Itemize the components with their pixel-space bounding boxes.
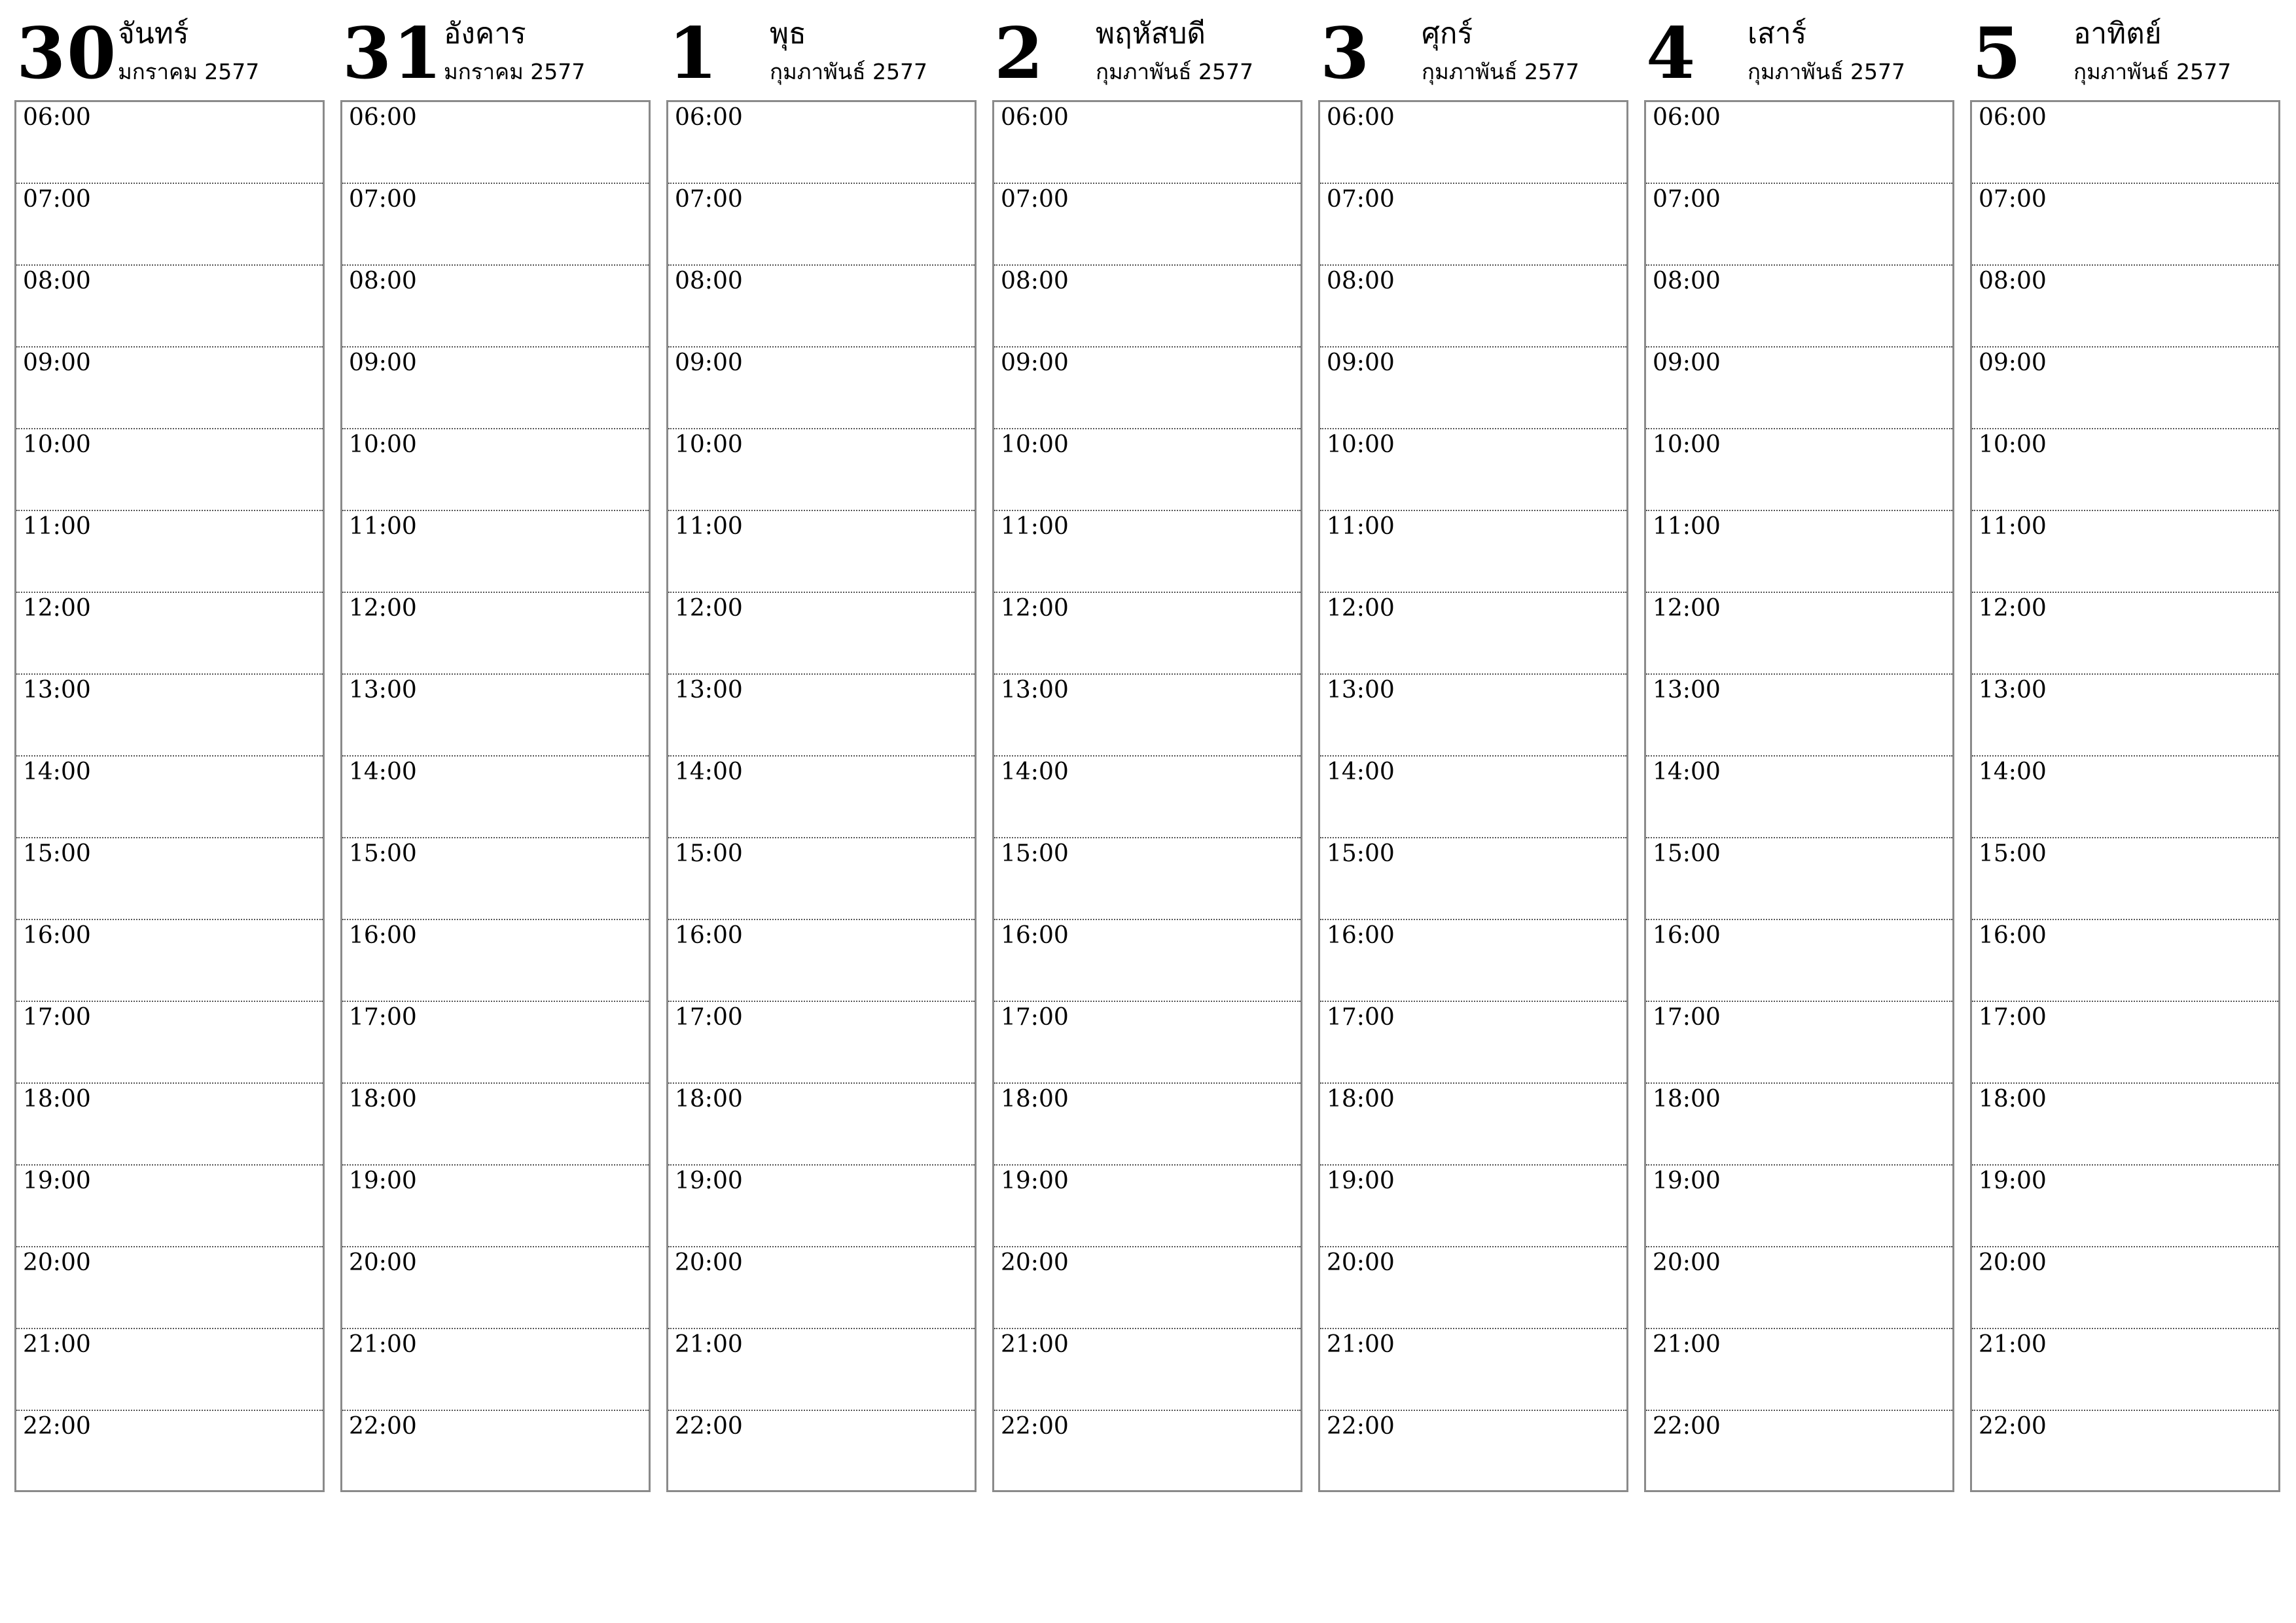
month-year-label: มกราคม 2577 bbox=[444, 59, 586, 84]
time-label: 22:00 bbox=[1327, 1413, 1395, 1440]
time-slot[interactable] bbox=[1646, 1247, 1952, 1329]
time-label: 15:00 bbox=[1979, 840, 2047, 867]
weekday-name: เสาร์ bbox=[1748, 17, 1807, 50]
time-slot[interactable] bbox=[994, 1002, 1300, 1084]
weekday-name: พุธ bbox=[770, 17, 806, 50]
time-label: 10:00 bbox=[1979, 431, 2047, 458]
day-column bbox=[339, 12, 653, 1440]
time-label: 08:00 bbox=[1979, 268, 2047, 294]
time-label: 07:00 bbox=[23, 186, 91, 213]
time-label: 16:00 bbox=[23, 922, 91, 949]
month-year-label: กุมภาพันธ์ 2577 bbox=[770, 59, 927, 84]
weekday-name: ศุกร์ bbox=[1422, 17, 1473, 50]
time-slot[interactable] bbox=[16, 920, 323, 1002]
time-slot[interactable] bbox=[1646, 266, 1952, 348]
time-slot[interactable] bbox=[16, 1166, 323, 1247]
time-label: 06:00 bbox=[1327, 104, 1395, 131]
time-label: 12:00 bbox=[675, 595, 743, 622]
weekday-name: อาทิตย์ bbox=[2073, 17, 2162, 50]
time-slot[interactable] bbox=[342, 757, 649, 838]
time-label: 21:00 bbox=[349, 1331, 417, 1358]
time-slot[interactable] bbox=[16, 675, 323, 757]
time-slot[interactable] bbox=[1646, 675, 1952, 757]
time-slot[interactable] bbox=[16, 348, 323, 429]
time-slot[interactable] bbox=[1646, 920, 1952, 1002]
time-slot[interactable] bbox=[668, 102, 975, 184]
time-slot[interactable] bbox=[1972, 1329, 2278, 1411]
time-slot[interactable] bbox=[16, 1002, 323, 1084]
time-label: 14:00 bbox=[1001, 758, 1069, 785]
time-label: 20:00 bbox=[1653, 1249, 1721, 1276]
time-slot[interactable] bbox=[1320, 1084, 1626, 1166]
time-label: 11:00 bbox=[1001, 513, 1069, 540]
time-slot[interactable] bbox=[1972, 429, 2278, 511]
weekday-name: จันทร์ bbox=[118, 17, 189, 50]
time-slot[interactable] bbox=[1646, 1166, 1952, 1247]
time-label: 18:00 bbox=[1979, 1086, 2047, 1113]
time-label: 10:00 bbox=[1327, 431, 1395, 458]
day-column bbox=[1317, 12, 1631, 1440]
time-label: 11:00 bbox=[1979, 513, 2047, 540]
time-slot[interactable] bbox=[16, 266, 323, 348]
time-label: 10:00 bbox=[1001, 431, 1069, 458]
month-year-label: กุมภาพันธ์ 2577 bbox=[2073, 59, 2231, 84]
time-label: 18:00 bbox=[1653, 1086, 1721, 1113]
time-label: 15:00 bbox=[1327, 840, 1395, 867]
time-label: 13:00 bbox=[1001, 677, 1069, 704]
day-number: 1 bbox=[668, 12, 719, 95]
time-label: 07:00 bbox=[675, 186, 743, 213]
time-label: 17:00 bbox=[1001, 1004, 1069, 1031]
time-slot[interactable] bbox=[1320, 757, 1626, 838]
time-slot[interactable] bbox=[1972, 675, 2278, 757]
time-label: 16:00 bbox=[1653, 922, 1721, 949]
time-slot[interactable] bbox=[1972, 1084, 2278, 1166]
time-slot[interactable] bbox=[1972, 920, 2278, 1002]
time-slot[interactable] bbox=[1320, 348, 1626, 429]
time-label: 21:00 bbox=[1001, 1331, 1069, 1358]
time-label: 18:00 bbox=[675, 1086, 743, 1113]
time-label: 11:00 bbox=[675, 513, 743, 540]
month-year-label: กุมภาพันธ์ 2577 bbox=[1096, 59, 1253, 84]
time-label: 12:00 bbox=[1653, 595, 1721, 622]
time-label: 07:00 bbox=[1979, 186, 2047, 213]
time-slot[interactable] bbox=[1320, 511, 1626, 593]
time-label: 10:00 bbox=[23, 431, 91, 458]
day-schedule-box bbox=[1318, 100, 1628, 1492]
day-schedule-box bbox=[992, 100, 1302, 1492]
time-label: 15:00 bbox=[675, 840, 743, 867]
time-slot[interactable] bbox=[1646, 1084, 1952, 1166]
day-header bbox=[1317, 13, 1631, 100]
time-label: 14:00 bbox=[1653, 758, 1721, 785]
time-slot[interactable] bbox=[994, 757, 1300, 838]
time-label: 08:00 bbox=[1653, 268, 1721, 294]
time-slot[interactable] bbox=[668, 675, 975, 757]
time-label: 22:00 bbox=[1653, 1413, 1721, 1440]
time-label: 18:00 bbox=[1001, 1086, 1069, 1113]
time-label: 06:00 bbox=[675, 104, 743, 131]
day-number: 31 bbox=[342, 12, 444, 95]
time-slot[interactable] bbox=[342, 266, 649, 348]
time-slot[interactable] bbox=[994, 1084, 1300, 1166]
time-label: 16:00 bbox=[1001, 922, 1069, 949]
time-label: 13:00 bbox=[1327, 677, 1395, 704]
time-slot[interactable] bbox=[342, 511, 649, 593]
weekday-name: พฤหัสบดี bbox=[1096, 17, 1206, 50]
time-label: 20:00 bbox=[1327, 1249, 1395, 1276]
time-label: 13:00 bbox=[675, 677, 743, 704]
time-slot[interactable] bbox=[994, 102, 1300, 184]
time-label: 17:00 bbox=[1653, 1004, 1721, 1031]
time-label: 09:00 bbox=[1327, 349, 1395, 376]
time-slot[interactable] bbox=[16, 184, 323, 266]
time-slot[interactable] bbox=[1320, 838, 1626, 920]
time-slot[interactable] bbox=[668, 757, 975, 838]
time-slot[interactable] bbox=[668, 1329, 975, 1411]
time-slot[interactable] bbox=[16, 511, 323, 593]
time-slot[interactable] bbox=[1320, 1002, 1626, 1084]
time-label: 13:00 bbox=[1979, 677, 2047, 704]
time-label: 11:00 bbox=[1327, 513, 1395, 540]
month-year-label: มกราคม 2577 bbox=[118, 59, 260, 84]
time-slot[interactable] bbox=[1320, 266, 1626, 348]
time-label: 09:00 bbox=[1979, 349, 2047, 376]
day-schedule-box bbox=[14, 100, 325, 1492]
time-slot[interactable] bbox=[994, 675, 1300, 757]
time-slot[interactable] bbox=[1972, 348, 2278, 429]
day-column bbox=[1969, 12, 2283, 1440]
time-slot[interactable] bbox=[1972, 102, 2278, 184]
time-label: 09:00 bbox=[1653, 349, 1721, 376]
time-label: 06:00 bbox=[1001, 104, 1069, 131]
time-slot[interactable] bbox=[1972, 1166, 2278, 1247]
time-label: 22:00 bbox=[1001, 1413, 1069, 1440]
time-label: 21:00 bbox=[1653, 1331, 1721, 1358]
time-label: 07:00 bbox=[349, 186, 417, 213]
time-slot[interactable] bbox=[342, 1329, 649, 1411]
time-label: 21:00 bbox=[1979, 1331, 2047, 1358]
time-slot[interactable] bbox=[668, 511, 975, 593]
time-label: 09:00 bbox=[675, 349, 743, 376]
time-label: 12:00 bbox=[23, 595, 91, 622]
time-slot[interactable] bbox=[1320, 429, 1626, 511]
time-slot[interactable] bbox=[994, 184, 1300, 266]
time-label: 16:00 bbox=[1327, 922, 1395, 949]
day-number: 2 bbox=[994, 12, 1045, 95]
time-slot[interactable] bbox=[994, 266, 1300, 348]
time-label: 09:00 bbox=[349, 349, 417, 376]
time-label: 20:00 bbox=[1001, 1249, 1069, 1276]
time-slot[interactable] bbox=[1320, 1166, 1626, 1247]
time-label: 20:00 bbox=[675, 1249, 743, 1276]
time-label: 15:00 bbox=[1001, 840, 1069, 867]
time-slot[interactable] bbox=[1646, 1411, 1952, 1493]
time-slot[interactable] bbox=[668, 920, 975, 1002]
time-slot[interactable] bbox=[1646, 1329, 1952, 1411]
time-slot[interactable] bbox=[1972, 757, 2278, 838]
time-slot[interactable] bbox=[16, 1247, 323, 1329]
time-label: 08:00 bbox=[675, 268, 743, 294]
time-label: 15:00 bbox=[349, 840, 417, 867]
time-label: 19:00 bbox=[1001, 1168, 1069, 1194]
time-slot[interactable] bbox=[668, 1247, 975, 1329]
time-label: 10:00 bbox=[349, 431, 417, 458]
day-header bbox=[13, 13, 327, 100]
time-slot[interactable] bbox=[994, 838, 1300, 920]
time-label: 14:00 bbox=[675, 758, 743, 785]
time-slot[interactable] bbox=[342, 102, 649, 184]
time-label: 14:00 bbox=[349, 758, 417, 785]
time-slot[interactable] bbox=[994, 429, 1300, 511]
time-label: 18:00 bbox=[23, 1086, 91, 1113]
time-slot[interactable] bbox=[994, 511, 1300, 593]
day-column bbox=[1643, 12, 1957, 1440]
time-slot[interactable] bbox=[994, 1411, 1300, 1493]
time-slot[interactable] bbox=[1320, 1329, 1626, 1411]
time-label: 22:00 bbox=[675, 1413, 743, 1440]
time-label: 20:00 bbox=[349, 1249, 417, 1276]
time-slot[interactable] bbox=[1972, 511, 2278, 593]
time-slot[interactable] bbox=[16, 1084, 323, 1166]
time-slot[interactable] bbox=[1320, 920, 1626, 1002]
day-number: 3 bbox=[1320, 12, 1371, 95]
time-label: 14:00 bbox=[23, 758, 91, 785]
time-label: 15:00 bbox=[23, 840, 91, 867]
time-label: 19:00 bbox=[1327, 1168, 1395, 1194]
time-slot[interactable] bbox=[668, 348, 975, 429]
time-label: 17:00 bbox=[1979, 1004, 2047, 1031]
time-slot[interactable] bbox=[668, 593, 975, 675]
time-slot[interactable] bbox=[342, 920, 649, 1002]
time-label: 12:00 bbox=[1979, 595, 2047, 622]
time-slot[interactable] bbox=[1646, 511, 1952, 593]
time-slot[interactable] bbox=[1320, 102, 1626, 184]
time-slot[interactable] bbox=[1972, 593, 2278, 675]
time-slot[interactable] bbox=[1646, 102, 1952, 184]
time-label: 06:00 bbox=[23, 104, 91, 131]
time-slot[interactable] bbox=[342, 1084, 649, 1166]
time-slot[interactable] bbox=[994, 1166, 1300, 1247]
time-label: 13:00 bbox=[23, 677, 91, 704]
time-slot[interactable] bbox=[1320, 675, 1626, 757]
time-label: 08:00 bbox=[1327, 268, 1395, 294]
day-column bbox=[13, 12, 327, 1440]
time-slot[interactable] bbox=[668, 266, 975, 348]
time-label: 18:00 bbox=[349, 1086, 417, 1113]
time-label: 09:00 bbox=[23, 349, 91, 376]
time-label: 13:00 bbox=[1653, 677, 1721, 704]
time-slot[interactable] bbox=[1646, 429, 1952, 511]
day-number: 5 bbox=[1972, 12, 2023, 95]
time-label: 19:00 bbox=[1979, 1168, 2047, 1194]
time-slot[interactable] bbox=[16, 593, 323, 675]
time-label: 20:00 bbox=[1979, 1249, 2047, 1276]
time-slot[interactable] bbox=[16, 1411, 323, 1493]
day-header bbox=[991, 13, 1305, 100]
time-label: 06:00 bbox=[1979, 104, 2047, 131]
time-label: 17:00 bbox=[349, 1004, 417, 1031]
time-label: 07:00 bbox=[1327, 186, 1395, 213]
time-label: 19:00 bbox=[23, 1168, 91, 1194]
day-number: 4 bbox=[1646, 12, 1697, 95]
time-label: 22:00 bbox=[349, 1413, 417, 1440]
time-label: 07:00 bbox=[1001, 186, 1069, 213]
time-slot[interactable] bbox=[1972, 1411, 2278, 1493]
time-label: 21:00 bbox=[1327, 1331, 1395, 1358]
time-slot[interactable] bbox=[342, 675, 649, 757]
time-label: 18:00 bbox=[1327, 1086, 1395, 1113]
day-column bbox=[665, 12, 979, 1440]
time-label: 06:00 bbox=[349, 104, 417, 131]
time-slot[interactable] bbox=[16, 757, 323, 838]
time-label: 12:00 bbox=[1001, 595, 1069, 622]
time-label: 06:00 bbox=[1653, 104, 1721, 131]
time-label: 12:00 bbox=[1327, 595, 1395, 622]
time-slot[interactable] bbox=[668, 1084, 975, 1166]
time-label: 17:00 bbox=[23, 1004, 91, 1031]
day-header bbox=[1643, 13, 1957, 100]
time-label: 10:00 bbox=[675, 431, 743, 458]
time-label: 09:00 bbox=[1001, 349, 1069, 376]
time-slot[interactable] bbox=[1972, 1247, 2278, 1329]
time-slot[interactable] bbox=[1972, 184, 2278, 266]
day-header bbox=[1969, 13, 2283, 100]
time-label: 11:00 bbox=[349, 513, 417, 540]
time-slot[interactable] bbox=[668, 429, 975, 511]
time-label: 08:00 bbox=[349, 268, 417, 294]
time-slot[interactable] bbox=[668, 1411, 975, 1493]
time-label: 15:00 bbox=[1653, 840, 1721, 867]
time-label: 19:00 bbox=[1653, 1168, 1721, 1194]
time-label: 11:00 bbox=[1653, 513, 1721, 540]
day-schedule-box bbox=[340, 100, 651, 1492]
time-label: 17:00 bbox=[1327, 1004, 1395, 1031]
time-slot[interactable] bbox=[994, 593, 1300, 675]
time-slot[interactable] bbox=[342, 348, 649, 429]
time-label: 14:00 bbox=[1327, 758, 1395, 785]
time-slot[interactable] bbox=[16, 838, 323, 920]
day-schedule-box bbox=[1644, 100, 1954, 1492]
time-label: 08:00 bbox=[1001, 268, 1069, 294]
time-label: 08:00 bbox=[23, 268, 91, 294]
time-slot[interactable] bbox=[342, 593, 649, 675]
time-slot[interactable] bbox=[342, 429, 649, 511]
month-year-label: กุมภาพันธ์ 2577 bbox=[1422, 59, 1579, 84]
time-slot[interactable] bbox=[668, 838, 975, 920]
time-slot[interactable] bbox=[1972, 266, 2278, 348]
time-slot[interactable] bbox=[994, 920, 1300, 1002]
time-label: 16:00 bbox=[349, 922, 417, 949]
time-slot[interactable] bbox=[1646, 348, 1952, 429]
time-slot[interactable] bbox=[16, 429, 323, 511]
day-number: 30 bbox=[16, 12, 118, 95]
time-label: 22:00 bbox=[1979, 1413, 2047, 1440]
time-label: 19:00 bbox=[675, 1168, 743, 1194]
time-label: 13:00 bbox=[349, 677, 417, 704]
time-slot[interactable] bbox=[1646, 757, 1952, 838]
time-slot[interactable] bbox=[342, 184, 649, 266]
time-label: 11:00 bbox=[23, 513, 91, 540]
time-label: 17:00 bbox=[675, 1004, 743, 1031]
time-slot[interactable] bbox=[342, 1002, 649, 1084]
time-label: 16:00 bbox=[675, 922, 743, 949]
time-slot[interactable] bbox=[1646, 1002, 1952, 1084]
time-slot[interactable] bbox=[994, 1329, 1300, 1411]
time-label: 07:00 bbox=[1653, 186, 1721, 213]
time-label: 22:00 bbox=[23, 1413, 91, 1440]
time-slot[interactable] bbox=[16, 1329, 323, 1411]
day-header bbox=[665, 13, 979, 100]
time-slot[interactable] bbox=[668, 1002, 975, 1084]
time-slot[interactable] bbox=[1320, 1247, 1626, 1329]
time-slot[interactable] bbox=[342, 1166, 649, 1247]
time-label: 16:00 bbox=[1979, 922, 2047, 949]
time-label: 12:00 bbox=[349, 595, 417, 622]
time-slot[interactable] bbox=[342, 1411, 649, 1493]
time-label: 10:00 bbox=[1653, 431, 1721, 458]
time-slot[interactable] bbox=[994, 348, 1300, 429]
day-schedule-box bbox=[1970, 100, 2280, 1492]
time-slot[interactable] bbox=[994, 1247, 1300, 1329]
time-slot[interactable] bbox=[342, 838, 649, 920]
time-label: 20:00 bbox=[23, 1249, 91, 1276]
time-slot[interactable] bbox=[668, 184, 975, 266]
time-slot[interactable] bbox=[1320, 593, 1626, 675]
month-year-label: กุมภาพันธ์ 2577 bbox=[1748, 59, 1905, 84]
time-label: 21:00 bbox=[23, 1331, 91, 1358]
day-schedule-box bbox=[666, 100, 977, 1492]
time-slot[interactable] bbox=[1646, 838, 1952, 920]
time-slot[interactable] bbox=[1646, 593, 1952, 675]
time-label: 21:00 bbox=[675, 1331, 743, 1358]
time-slot[interactable] bbox=[1972, 838, 2278, 920]
time-slot[interactable] bbox=[16, 102, 323, 184]
day-column bbox=[991, 12, 1305, 1440]
time-slot[interactable] bbox=[1320, 1411, 1626, 1493]
time-label: 14:00 bbox=[1979, 758, 2047, 785]
time-slot[interactable] bbox=[1320, 184, 1626, 266]
time-slot[interactable] bbox=[342, 1247, 649, 1329]
time-slot[interactable] bbox=[1972, 1002, 2278, 1084]
time-slot[interactable] bbox=[1646, 184, 1952, 266]
time-slot[interactable] bbox=[668, 1166, 975, 1247]
day-header bbox=[339, 13, 653, 100]
time-label: 19:00 bbox=[349, 1168, 417, 1194]
weekday-name: อังคาร bbox=[444, 17, 526, 50]
